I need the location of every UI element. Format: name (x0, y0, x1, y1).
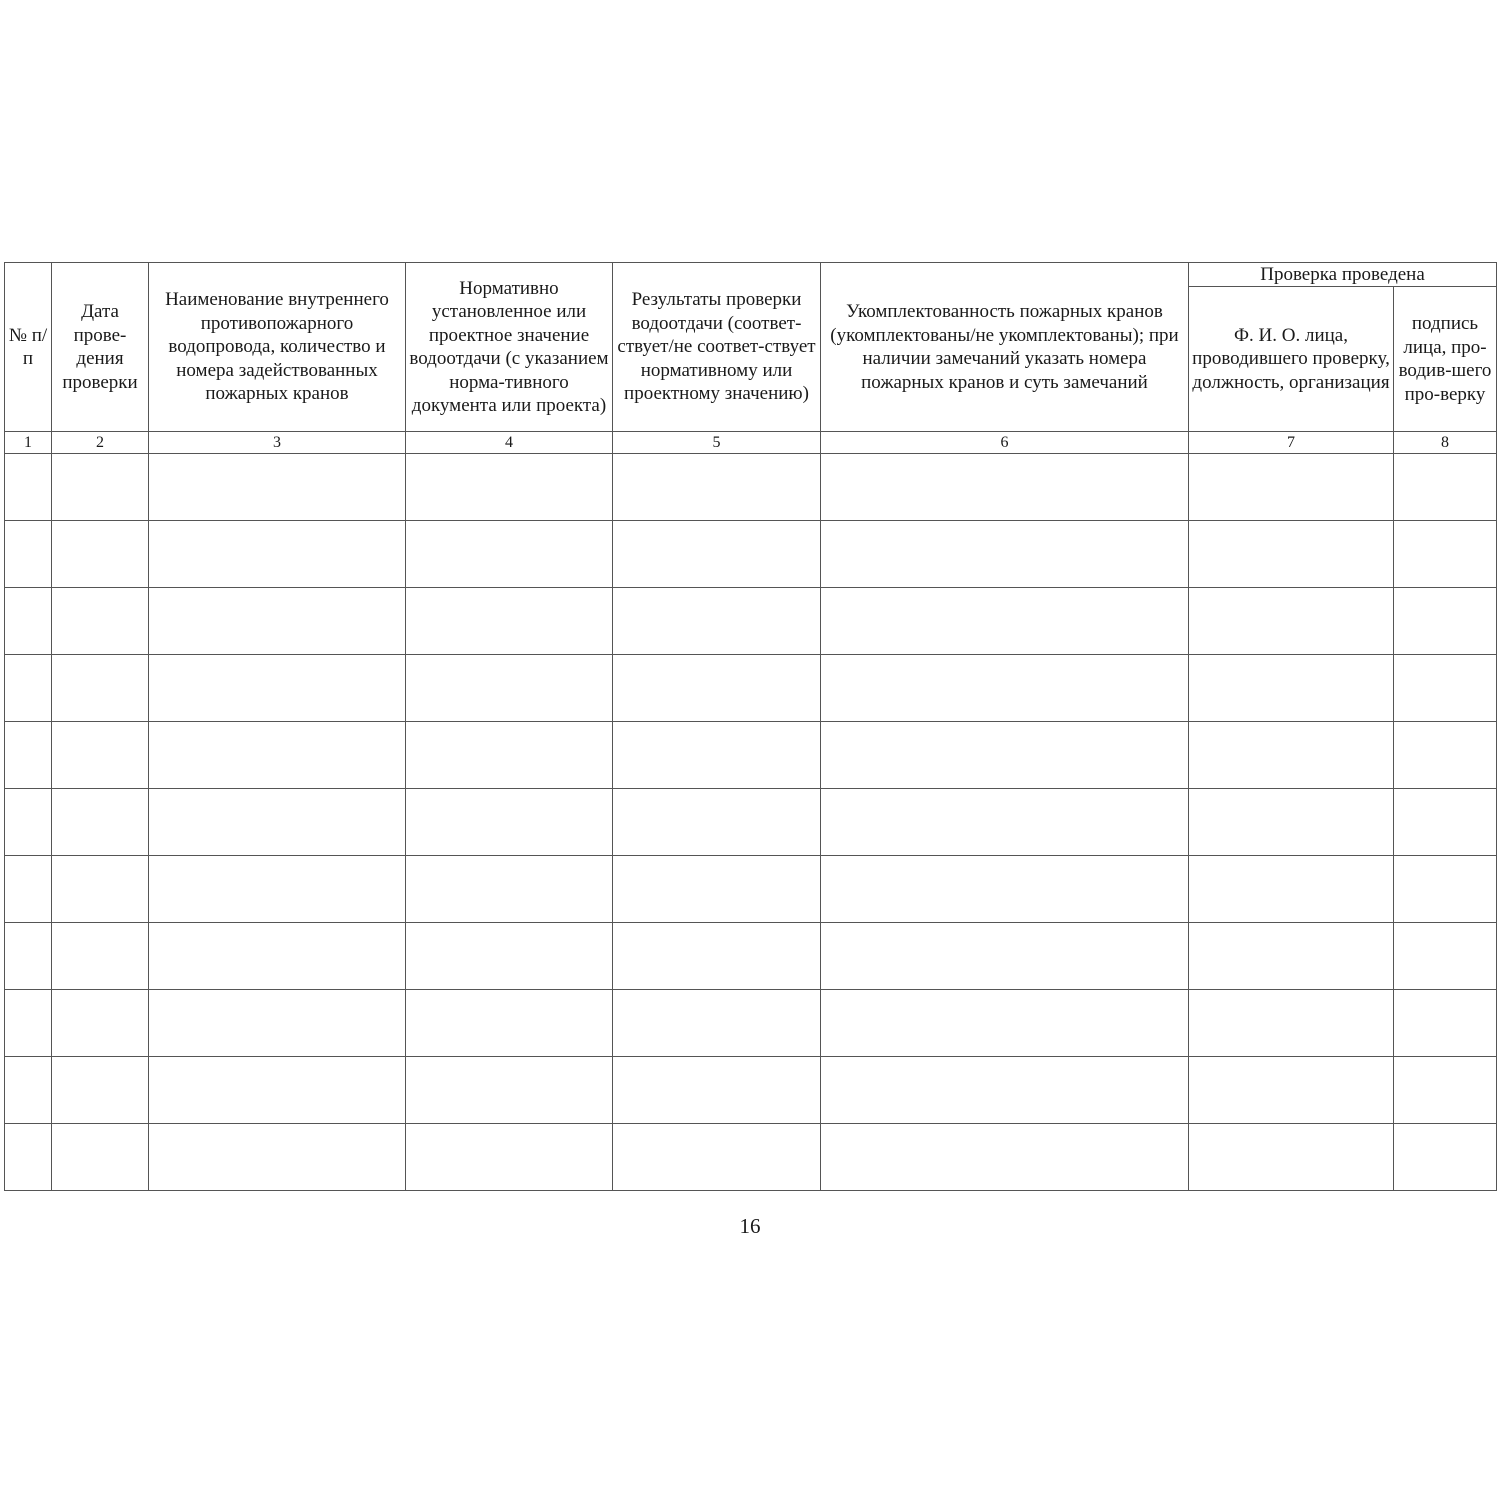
header-col-water-supply-label: Наименование внутреннего противопожарного водопровода, количество и номера задействованных пожарных кранов (165, 289, 389, 405)
table-row (5, 990, 1497, 1057)
column-number: 1 (5, 432, 52, 454)
table-cell[interactable] (821, 521, 1189, 588)
table-cell[interactable] (149, 789, 406, 856)
inspection-log-table (4, 262, 1497, 1191)
header-col-norm-value-label: Нормативно установленное или проектное значение водоотдачи (с указанием норма-тивного документа или проекта) (409, 277, 609, 416)
table-cell[interactable] (52, 856, 149, 923)
table-cell[interactable] (821, 923, 1189, 990)
table-cell[interactable] (149, 990, 406, 1057)
table-cell[interactable] (1189, 1057, 1394, 1124)
table-cell[interactable] (52, 923, 149, 990)
table-cell[interactable] (821, 1057, 1189, 1124)
table-cell[interactable] (5, 923, 52, 990)
table-cell[interactable] (406, 655, 613, 722)
table-cell[interactable] (1394, 588, 1497, 655)
table-cell[interactable] (52, 454, 149, 521)
table-row (5, 1124, 1497, 1191)
table-cell[interactable] (613, 856, 821, 923)
table-cell[interactable] (52, 521, 149, 588)
table-cell[interactable] (613, 1124, 821, 1191)
table-cell[interactable] (613, 722, 821, 789)
table-row (5, 856, 1497, 923)
table-cell[interactable] (52, 789, 149, 856)
table-cell[interactable] (821, 856, 1189, 923)
header-col-results (613, 263, 821, 432)
table-cell[interactable] (1394, 990, 1497, 1057)
inspection-log-sheet (4, 262, 1496, 1191)
table-cell[interactable] (149, 923, 406, 990)
header-col-signature-label: подпись лица, про-водив-шего про-верку (1398, 313, 1492, 405)
table-cell[interactable] (406, 856, 613, 923)
table-cell[interactable] (613, 588, 821, 655)
table-cell[interactable] (1394, 1057, 1497, 1124)
header-row (5, 263, 1497, 287)
table-cell[interactable] (1394, 722, 1497, 789)
header-col-inspector-label: Ф. И. О. лица, проводившего проверку, должность, организация (1192, 324, 1390, 393)
table-cell[interactable] (1189, 990, 1394, 1057)
table-row (5, 454, 1497, 521)
table-cell[interactable] (1394, 1124, 1497, 1191)
table-cell[interactable] (1189, 856, 1394, 923)
column-number: 3 (149, 432, 406, 454)
table-cell[interactable] (613, 1057, 821, 1124)
table-body (5, 454, 1497, 1191)
table-cell[interactable] (5, 722, 52, 789)
table-row (5, 521, 1497, 588)
table-cell[interactable] (52, 990, 149, 1057)
table-cell[interactable] (1189, 454, 1394, 521)
table-cell[interactable] (1394, 454, 1497, 521)
table-cell[interactable] (406, 1057, 613, 1124)
column-number-row (5, 432, 1497, 454)
table-cell[interactable] (406, 1124, 613, 1191)
table-cell[interactable] (821, 789, 1189, 856)
table-cell[interactable] (149, 722, 406, 789)
column-number: 4 (406, 432, 613, 454)
table-cell[interactable] (406, 789, 613, 856)
table-cell[interactable] (5, 990, 52, 1057)
column-number: 7 (1189, 432, 1394, 454)
table-cell[interactable] (5, 454, 52, 521)
table-cell[interactable] (5, 521, 52, 588)
table-cell[interactable] (1394, 655, 1497, 722)
table-cell[interactable] (52, 1124, 149, 1191)
header-col-water-supply (149, 263, 406, 432)
table-cell[interactable] (613, 655, 821, 722)
table-cell[interactable] (821, 722, 1189, 789)
table-cell[interactable] (821, 655, 1189, 722)
table-cell[interactable] (5, 1057, 52, 1124)
table-cell[interactable] (149, 1124, 406, 1191)
table-row (5, 655, 1497, 722)
table-cell[interactable] (5, 856, 52, 923)
table-cell[interactable] (1189, 1124, 1394, 1191)
table-cell[interactable] (613, 789, 821, 856)
table-cell[interactable] (5, 1124, 52, 1191)
table-cell[interactable] (1189, 722, 1394, 789)
table-cell[interactable] (1394, 789, 1497, 856)
table-cell[interactable] (52, 722, 149, 789)
header-group-inspection (1189, 263, 1497, 287)
table-cell[interactable] (1189, 789, 1394, 856)
table-cell[interactable] (1394, 923, 1497, 990)
table-cell[interactable] (406, 722, 613, 789)
table-cell[interactable] (149, 588, 406, 655)
table-cell[interactable] (1189, 521, 1394, 588)
table-cell[interactable] (613, 990, 821, 1057)
header-col-number (5, 263, 52, 432)
table-cell[interactable] (5, 789, 52, 856)
table-cell[interactable] (149, 1057, 406, 1124)
table-cell[interactable] (821, 990, 1189, 1057)
table-cell[interactable] (52, 1057, 149, 1124)
table-cell[interactable] (149, 454, 406, 521)
table-cell[interactable] (52, 588, 149, 655)
table-cell[interactable] (821, 454, 1189, 521)
column-number: 5 (613, 432, 821, 454)
header-col-inspector (1189, 287, 1394, 432)
table-cell[interactable] (1189, 923, 1394, 990)
table-cell[interactable] (1394, 856, 1497, 923)
column-number: 6 (821, 432, 1189, 454)
header-col-date (52, 263, 149, 432)
header-group-inspection-label: Проверка проведена (1260, 264, 1425, 285)
header-col-number-label: № п/п (8, 324, 48, 369)
page-number: 16 (739, 1214, 761, 1238)
header-col-signature (1394, 287, 1497, 432)
table-cell[interactable] (149, 655, 406, 722)
table-cell[interactable] (5, 655, 52, 722)
table-cell[interactable] (821, 588, 1189, 655)
table-cell[interactable] (52, 655, 149, 722)
table-cell[interactable] (1394, 521, 1497, 588)
table-cell[interactable] (149, 521, 406, 588)
table-cell[interactable] (406, 923, 613, 990)
table-cell[interactable] (1189, 655, 1394, 722)
column-number: 2 (52, 432, 149, 454)
table-cell[interactable] (149, 856, 406, 923)
table-cell[interactable] (406, 990, 613, 1057)
table-cell[interactable] (5, 588, 52, 655)
header-col-date-label: Дата прове-дения проверки (62, 301, 138, 393)
header-col-equipment-label: Укомплектованность пожарных кранов (укомплектованы/не укомплектованы); при наличии замечаний указать номера пожарных кранов и суть замечаний (830, 301, 1179, 393)
table-row (5, 588, 1497, 655)
table-cell[interactable] (821, 1124, 1189, 1191)
table-cell[interactable] (406, 454, 613, 521)
table-row (5, 722, 1497, 789)
table-cell[interactable] (613, 521, 821, 588)
table-cell[interactable] (406, 521, 613, 588)
table-row (5, 923, 1497, 990)
table-cell[interactable] (613, 454, 821, 521)
table-cell[interactable] (1189, 588, 1394, 655)
table-cell[interactable] (613, 923, 821, 990)
header-col-results-label: Результаты проверки водоотдачи (соответ-ствует/не соответ-ствует нормативному или проектному значению) (617, 289, 816, 405)
table-row (5, 789, 1497, 856)
header-col-equipment (821, 263, 1189, 432)
table-row (5, 1057, 1497, 1124)
column-number: 8 (1394, 432, 1497, 454)
header-col-norm-value (406, 263, 613, 432)
table-cell[interactable] (406, 588, 613, 655)
